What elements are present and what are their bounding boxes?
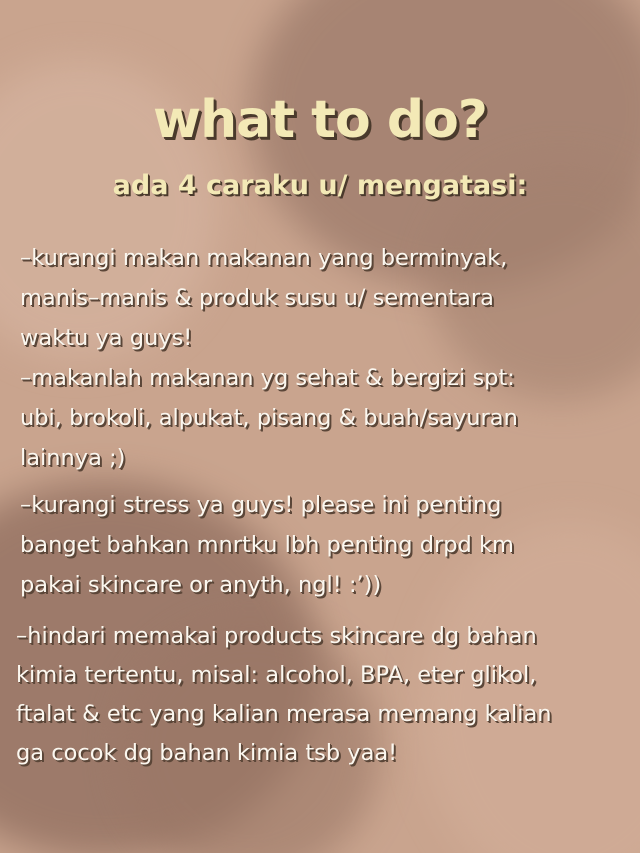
page-title: what to do?: [153, 90, 487, 150]
tip-item-3: –kurangi stress ya guys! please ini penting banget bahkan mnrtku lbh penting drpd km pakai skincare or anyth, ngl! :’)): [20, 492, 514, 598]
tip-item-1: –kurangi makan makanan yang berminyak, manis–manis & produk susu u/ sementara waktu ya guys!: [20, 245, 508, 351]
tip-item-4: –hindari memakai products skincare dg bahan kimia tertentu, misal: alcohol, BPA, eter glikol, ftalat & etc yang kalian merasa memang kalian ga cocok dg bahan kimia tsb yaa!: [16, 623, 552, 766]
page-subtitle: ada 4 caraku u/ mengatasi:: [112, 170, 528, 201]
tip-item-2: –makanlah makanan yg sehat & bergizi spt: ubi, brokoli, alpukat, pisang & buah/sayuran lainnya ;): [20, 365, 518, 471]
